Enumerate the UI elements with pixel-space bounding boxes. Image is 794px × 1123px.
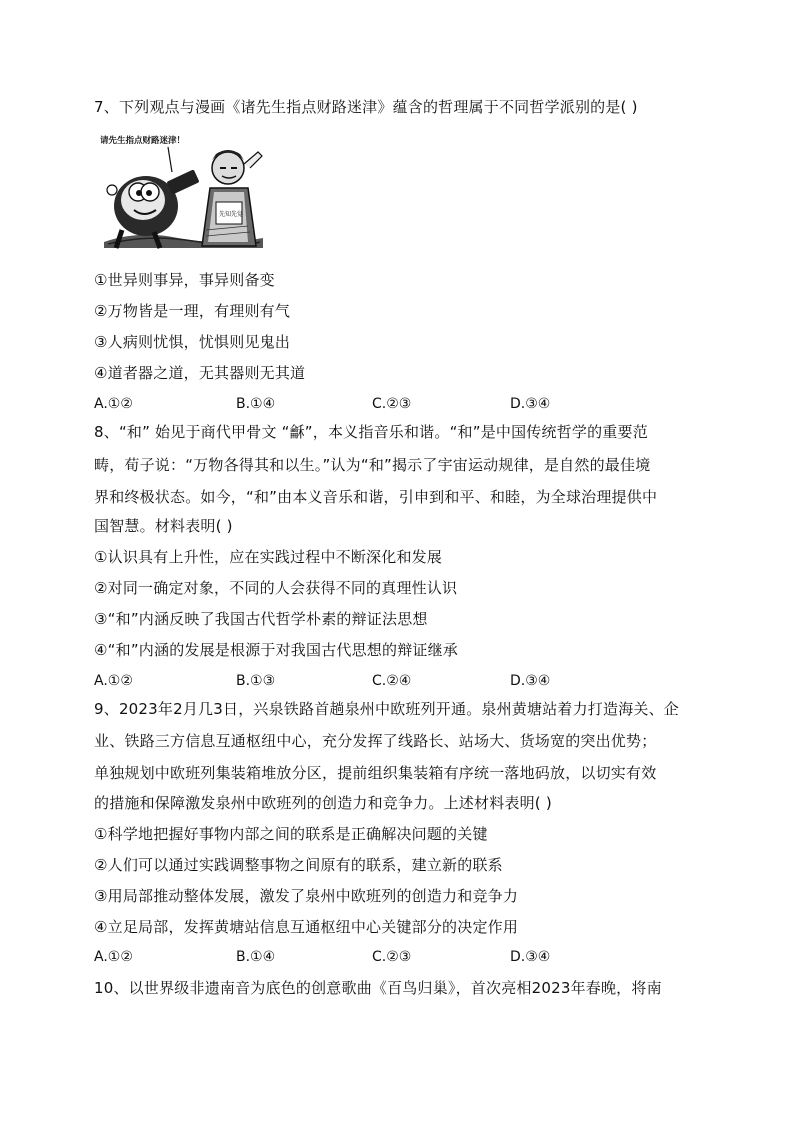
q7-option-c[interactable]: C.②③ [372, 396, 412, 412]
q8-option-a[interactable]: A.①② [94, 673, 133, 689]
q7-option-a[interactable]: A.①② [94, 396, 133, 412]
q9-item-4: ④立足局部，发挥黄塘站信息互通枢纽中心关键部分的决定作用 [94, 918, 519, 936]
q7-option-d[interactable]: D.③④ [510, 396, 551, 412]
cartoon-book-text: 先知先觉 [219, 211, 244, 218]
q9-item-1: ①科学地把握好事物内部之间的联系是正确解决问题的关键 [94, 825, 488, 843]
q8-stem-line-3: 界和终极状态。如今，“和”由本义音乐和谐，引申到和平、和睦，为全球治理提供中 [94, 488, 658, 506]
q9-stem-line-1: 9、2023年2月几3日，兴泉铁路首趟泉州中欧班列开通。泉州黄塘站着力打造海关、企 [94, 700, 680, 718]
q7-item-4: ④道者器之道，无其器则无其道 [94, 364, 306, 382]
q8-stem-line-1: 8、“和” 始见于商代甲骨文 “龢”，本义指音乐和谐。“和”是中国传统哲学的重要范 [94, 423, 648, 441]
q7-stem: 7、下列观点与漫画《诸先生指点财路迷津》蕴含的哲理属于不同哲学派别的是( ) [94, 98, 638, 116]
cartoon-fortune-teller-image [98, 130, 268, 254]
q7-item-1: ①世异则事异，事异则备变 [94, 271, 275, 289]
q8-stem-line-4: 国智慧。材料表明( ) [94, 517, 233, 535]
q8-option-c[interactable]: C.②④ [372, 673, 412, 689]
q8-item-4: ④“和”内涵的发展是根源于对我国古代思想的辩证继承 [94, 641, 458, 659]
q9-option-d[interactable]: D.③④ [510, 949, 551, 965]
q10-stem-line-1: 10、以世界级非遗南音为底色的创意歌曲《百鸟归巢》，首次亮相2023年春晚，将南 [94, 979, 662, 997]
q8-item-3: ③“和”内涵反映了我国古代哲学朴素的辩证法思想 [94, 610, 428, 628]
q8-item-1: ①认识具有上升性，应在实践过程中不断深化和发展 [94, 548, 443, 566]
q9-item-3: ③用局部推动整体发展，激发了泉州中欧班列的创造力和竞争力 [94, 887, 519, 905]
q8-item-2: ②对同一确定对象，不同的人会获得不同的真理性认识 [94, 579, 458, 597]
q8-option-b[interactable]: B.①③ [236, 673, 276, 689]
q9-option-c[interactable]: C.②③ [372, 949, 412, 965]
q9-option-b[interactable]: B.①④ [236, 949, 276, 965]
q9-option-a[interactable]: A.①② [94, 949, 133, 965]
q7-item-3: ③人病则忧惧，忧惧则见鬼出 [94, 333, 291, 351]
q9-stem-line-3: 单独规划中欧班列集装箱堆放分区，提前组织集装箱有序统一落地码放，以切实有效 [94, 764, 657, 782]
cartoon-speech-text: 请先生指点财路迷津！ [100, 136, 186, 146]
q7-item-2: ②万物皆是一理，有理则有气 [94, 302, 291, 320]
q9-stem-line-2: 业、铁路三方信息互通枢纽中心，充分发挥了线路长、站场大、货场宽的突出优势； [94, 732, 657, 750]
q8-option-d[interactable]: D.③④ [510, 673, 551, 689]
q8-stem-line-2: 畴，荀子说：“万物各得其和以生。”认为“和”揭示了宇宙运动规律，是自然的最佳境 [94, 456, 651, 474]
q7-option-b[interactable]: B.①④ [236, 396, 276, 412]
q9-stem-line-4: 的措施和保障激发泉州中欧班列的创造力和竞争力。上述材料表明( ) [94, 794, 552, 812]
q9-item-2: ②人们可以通过实践调整事物之间原有的联系，建立新的联系 [94, 856, 503, 874]
